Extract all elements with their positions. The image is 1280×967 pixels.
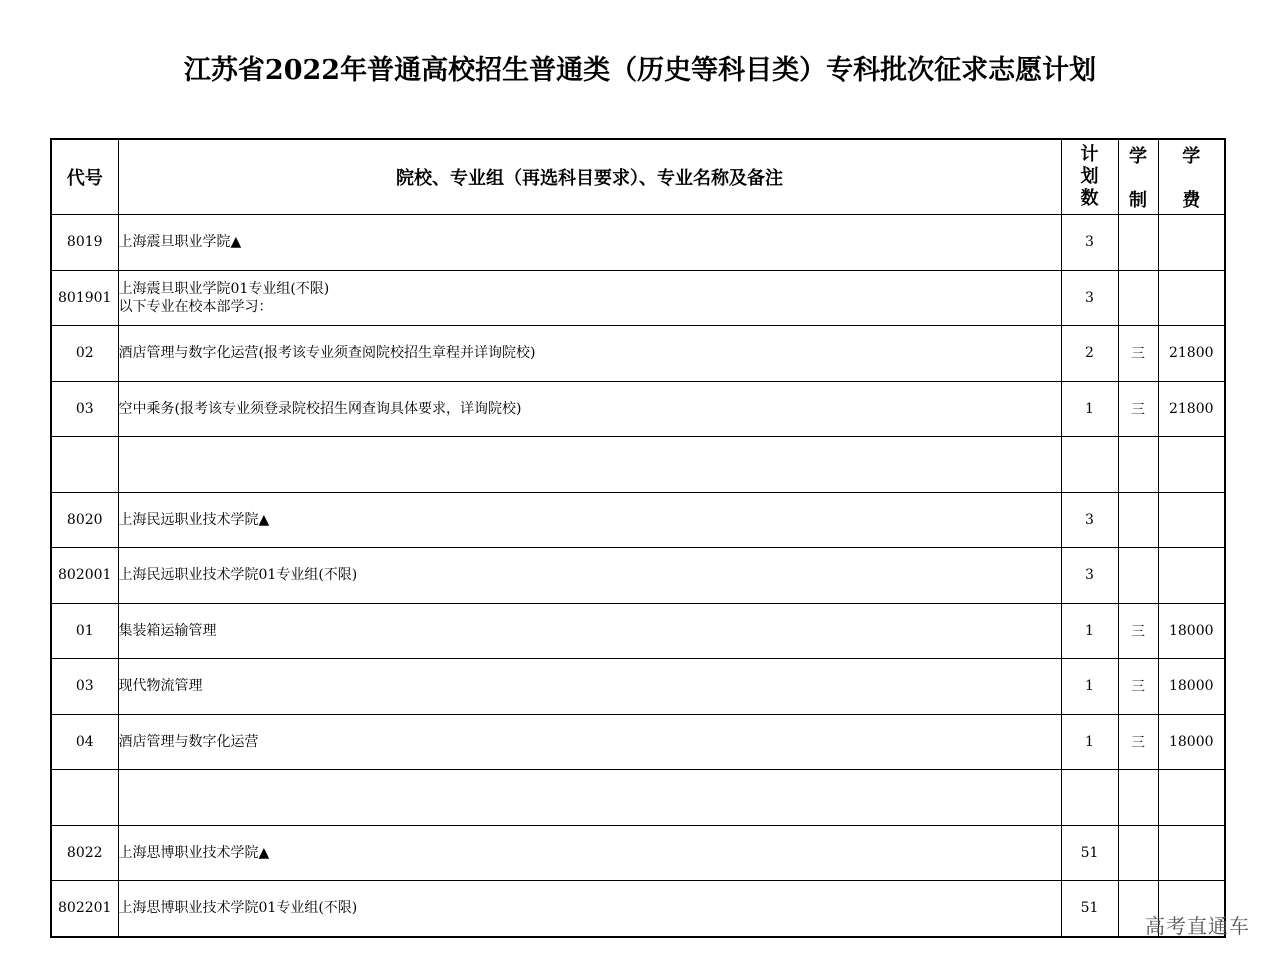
table-row — [51, 326, 1225, 382]
table-row — [51, 437, 1225, 493]
cell-name-line: 上海思博职业技术学院01专业组(不限) — [118, 900, 358, 917]
cell-fee: 18000 — [1158, 603, 1225, 659]
cell-name-line: 上海民远职业技术学院01专业组(不限) — [118, 567, 358, 584]
header-plan — [1061, 139, 1118, 215]
table-row — [51, 603, 1225, 659]
cell-name-line: 上海思博职业技术学院▲ — [118, 844, 270, 861]
cell-fee — [1158, 437, 1225, 493]
cell-fee: 21800 — [1158, 326, 1225, 382]
cell-name-line: 以下专业在校本部学习： — [118, 298, 273, 315]
cell-code: 03 — [51, 659, 118, 715]
cell-plan — [1061, 437, 1118, 493]
table-row — [51, 381, 1225, 437]
cell-name-line: 空中乘务(报考该专业须登录院校招生网查询具体要求，详询院校) — [118, 400, 522, 417]
page-title: 江苏省2022年普通高校招生普通类（历史等科目类）专科批次征求志愿计划 — [183, 55, 1097, 86]
header-plan-char: 划 — [1080, 166, 1099, 187]
header-name: 院校、专业组（再选科目要求）、专业名称及备注 — [118, 139, 1061, 215]
cell-name-line: 酒店管理与数字化运营 — [118, 733, 259, 750]
plan-table — [50, 138, 1226, 938]
cell-plan — [1061, 770, 1118, 826]
cell-name — [118, 270, 1061, 326]
header-code: 代号 — [51, 139, 118, 215]
cell-plan: 3 — [1061, 215, 1118, 271]
cell-plan: 51 — [1061, 825, 1118, 881]
cell-length: 三 — [1118, 714, 1158, 770]
table-row — [51, 659, 1225, 715]
cell-code — [51, 770, 118, 826]
cell-length — [1118, 548, 1158, 604]
table-row — [51, 270, 1225, 326]
cell-code: 02 — [51, 326, 118, 382]
cell-fee — [1158, 492, 1225, 548]
cell-code — [51, 437, 118, 493]
cell-fee: 18000 — [1158, 714, 1225, 770]
cell-plan: 1 — [1061, 603, 1118, 659]
cell-length: 三 — [1118, 659, 1158, 715]
table-header-row — [51, 139, 1225, 215]
cell-length — [1118, 270, 1158, 326]
cell-plan: 3 — [1061, 492, 1118, 548]
cell-code: 802001 — [51, 548, 118, 604]
cell-name — [118, 881, 1061, 937]
cell-fee — [1158, 825, 1225, 881]
cell-name — [118, 825, 1061, 881]
cell-name-line: 上海震旦职业学院01专业组(不限) — [118, 280, 330, 297]
cell-name — [118, 659, 1061, 715]
cell-length — [1118, 825, 1158, 881]
cell-name — [118, 770, 1061, 826]
header-fee-char: 学 — [1182, 146, 1201, 167]
cell-name-line: 酒店管理与数字化运营(报考该专业须查阅院校招生章程并详询院校) — [118, 345, 536, 362]
cell-plan: 3 — [1061, 270, 1118, 326]
cell-fee — [1158, 215, 1225, 271]
header-length-char: 学 — [1129, 146, 1147, 167]
cell-name-line: 集装箱运输管理 — [118, 622, 217, 639]
header-fee — [1158, 139, 1225, 215]
cell-fee: 21800 — [1158, 381, 1225, 437]
cell-name — [118, 548, 1061, 604]
cell-name — [118, 492, 1061, 548]
table-row — [51, 548, 1225, 604]
cell-length: 三 — [1118, 326, 1158, 382]
cell-plan: 1 — [1061, 659, 1118, 715]
cell-code: 8020 — [51, 492, 118, 548]
cell-name-line: 上海震旦职业学院▲ — [118, 234, 242, 251]
cell-name — [118, 437, 1061, 493]
table-row — [51, 492, 1225, 548]
cell-name — [118, 326, 1061, 382]
cell-fee — [1158, 548, 1225, 604]
cell-length: 三 — [1118, 381, 1158, 437]
cell-code: 04 — [51, 714, 118, 770]
cell-fee — [1158, 770, 1225, 826]
cell-length — [1118, 215, 1158, 271]
cell-fee — [1158, 270, 1225, 326]
cell-name — [118, 215, 1061, 271]
cell-plan: 1 — [1061, 714, 1118, 770]
cell-length — [1118, 770, 1158, 826]
table-row — [51, 215, 1225, 271]
cell-plan: 51 — [1061, 881, 1118, 937]
cell-length: 三 — [1118, 603, 1158, 659]
cell-name — [118, 714, 1061, 770]
table-row — [51, 770, 1225, 826]
cell-name — [118, 381, 1061, 437]
header-length-char: 制 — [1129, 190, 1147, 211]
header-fee-char: 费 — [1182, 190, 1201, 211]
cell-code: 03 — [51, 381, 118, 437]
table-row — [51, 825, 1225, 881]
cell-plan: 1 — [1061, 381, 1118, 437]
cell-length — [1118, 492, 1158, 548]
cell-plan: 3 — [1061, 548, 1118, 604]
header-plan-char: 计 — [1080, 144, 1099, 165]
cell-name-line: 现代物流管理 — [118, 678, 203, 695]
cell-code: 802201 — [51, 881, 118, 937]
cell-code: 8019 — [51, 215, 118, 271]
cell-code: 8022 — [51, 825, 118, 881]
table-row — [51, 881, 1225, 937]
cell-length — [1118, 437, 1158, 493]
cell-fee: 18000 — [1158, 659, 1225, 715]
cell-plan: 2 — [1061, 326, 1118, 382]
cell-code: 801901 — [51, 270, 118, 326]
watermark: 高考直通车 — [1145, 914, 1250, 938]
cell-name — [118, 603, 1061, 659]
cell-code: 01 — [51, 603, 118, 659]
header-plan-char: 数 — [1080, 188, 1099, 209]
cell-name-line: 上海民远职业技术学院▲ — [118, 511, 270, 528]
table-row — [51, 714, 1225, 770]
header-length — [1118, 139, 1158, 215]
